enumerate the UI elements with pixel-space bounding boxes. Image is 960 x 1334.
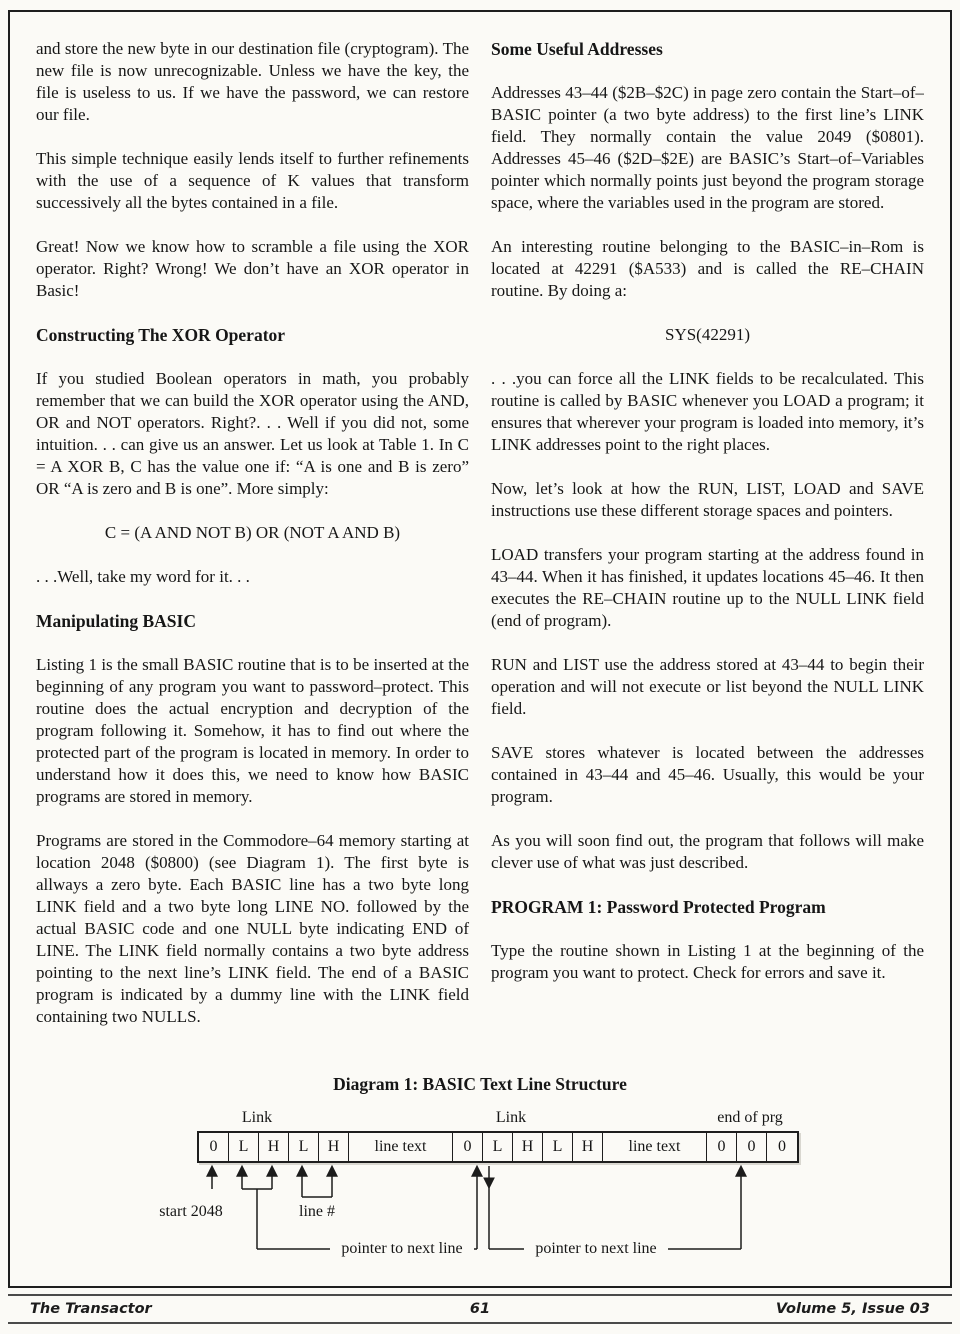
byte-cell: 0 [199,1133,229,1161]
diagram-canvas [36,1109,956,1277]
right-column [491,38,924,1046]
byte-cells-row [197,1131,799,1163]
page-footer [8,1294,952,1324]
section-heading-useful-addresses: Some Useful Addresses [491,39,663,59]
paragraph: If you studied Boolean operators in math, you probably remember that we can build the XOR operator using the AND, OR and NOT operators. Right?. . . Well if you did not, some intuition. . . can give us an answer. Let us look at Table 1. In C = A XOR B, C has the value one if: “A is one and B is zero” OR “A is zero and B is one”. More simply: [36,369,469,498]
pointer-to-next-line-label-1: pointer to next line [341,1240,463,1257]
paragraph: LOAD transfers your program starting at the address found in 43–44. When it has finished, it updates locations 45–46. It then executes the RE–CHAIN routine up to the NULL LINK field (end of program). [491,545,924,630]
paragraph: This simple technique easily lends itself to further refinements with the use of a sequence of K values that transform successively all the bytes contained in a file. [36,149,469,212]
paragraph: Listing 1 is the small BASIC routine that is to be inserted at the beginning of any program you want to password–protect. This routine does the actual encryption and decryption of the program following it. Somehow, it has to find out where the protected part of the program is located in memory. In order to understand how it does this, we need to know how BASIC programs are stored in memory. [36,655,469,806]
footer-magazine-name: The Transactor [30,1301,152,1317]
paragraph: . . .Well, take my word for it. . . [36,567,250,586]
paragraph: Addresses 43–44 ($2B–$2C) in page zero contain the Start–of–BASIC pointer (a two byte address) to the first line’s LINK field. They normally contain the value 2049 ($0801). Addresses 45–46 ($2D–$2E) are BASIC’s Start–of–Variables pointer which normally points just beyond the program storage space, where the variables used in the program are stored. [491,83,924,212]
byte-cell: 0 [737,1133,767,1161]
start-2048-label: start 2048 [159,1203,223,1220]
byte-cell: 0 [707,1133,737,1161]
byte-cell: H [259,1133,289,1161]
byte-cell: H [573,1133,603,1161]
sys-call-line: SYS(42291) [664,325,750,344]
left-column [36,38,469,1046]
paragraph: Programs are stored in the Commodore–64 memory starting at location 2048 ($0800) (see Diagram 1). The first byte is allways a zero byte. Each BASIC line has a two byte long LINK field and a two byte long LINE NO. followed by the actual BASIC code and one NULL byte indicating END of LINE. The LINK field normally contains a two byte address pointing to the next line’s LINK field. The end of a BASIC program is indicated by a dummy line with the LINK field containing two NULLS. [36,831,469,1026]
line-number-label: line # [299,1203,335,1220]
paragraph: An interesting routine belonging to the BASIC–in–Rom is located at 42291 ($A533) and is called the RE–CHAIN routine. By doing a: [491,237,924,300]
footer-page-number: 61 [469,1301,491,1317]
byte-cell: L [289,1133,319,1161]
line-text-cell: line text [349,1133,453,1161]
paragraph: Great! Now we know how to scramble a file using the XOR operator. Right? Wrong! We don’t have an XOR operator in Basic! [36,237,469,300]
end-of-prg-label: end of prg [717,1109,783,1126]
paragraph: As you will soon find out, the program that follows will make clever use of what was just described. [491,831,924,872]
paragraph: Now, let’s look at how the RUN, LIST, LOAD and SAVE instructions use these different storage spaces and pointers. [491,479,924,520]
byte-cell: L [483,1133,513,1161]
diagram-title: Diagram 1: BASIC Text Line Structure [333,1074,627,1094]
link-label-2: Link [495,1109,527,1126]
section-heading-constructing-xor: Constructing The XOR Operator [36,325,286,345]
diagram-basic-text-line-structure [36,1074,924,1277]
byte-cell: L [543,1133,573,1161]
line-text-cell: line text [603,1133,707,1161]
byte-cell: 0 [453,1133,483,1161]
byte-cell: 0 [778,1138,786,1155]
section-heading-program-1: PROGRAM 1: Password Protected Program [491,897,826,917]
xor-equation: C = (A AND NOT B) OR (NOT A AND B) [104,523,401,542]
byte-cell: H [319,1133,349,1161]
footer-issue: Volume 5, Issue 03 [775,1301,930,1317]
pointer-to-next-line-label-2: pointer to next line [535,1240,657,1257]
paragraph: SAVE stores whatever is located between the addresses contained in 43–44 and 45–46. Usually, this would be your program. [491,743,924,806]
paragraph: RUN and LIST use the address stored at 43–44 to begin their operation and will not execute or list beyond the NULL LINK field. [491,655,924,718]
magazine-page [8,10,952,1288]
paragraph: . . .you can force all the LINK fields to be recalculated. This routine is called by BASIC whenever you LOAD a program; it ensures that wherever your program is loaded into memory, it’s LINK addresses point to the right places. [491,369,924,454]
paragraph: and store the new byte in our destination file (cryptogram). The new file is now unrecognizable. Unless we have the key, the file is useless to us. If we have the password, we can restore our file. [36,39,469,124]
article-body [36,38,924,1046]
paragraph: Type the routine shown in Listing 1 at the beginning of the program you want to protect. Check for errors and save it. [491,941,924,982]
byte-cell: L [229,1133,259,1161]
byte-cell: H [513,1133,543,1161]
link-label-1: Link [241,1109,273,1126]
section-heading-manipulating-basic: Manipulating BASIC [36,611,196,631]
